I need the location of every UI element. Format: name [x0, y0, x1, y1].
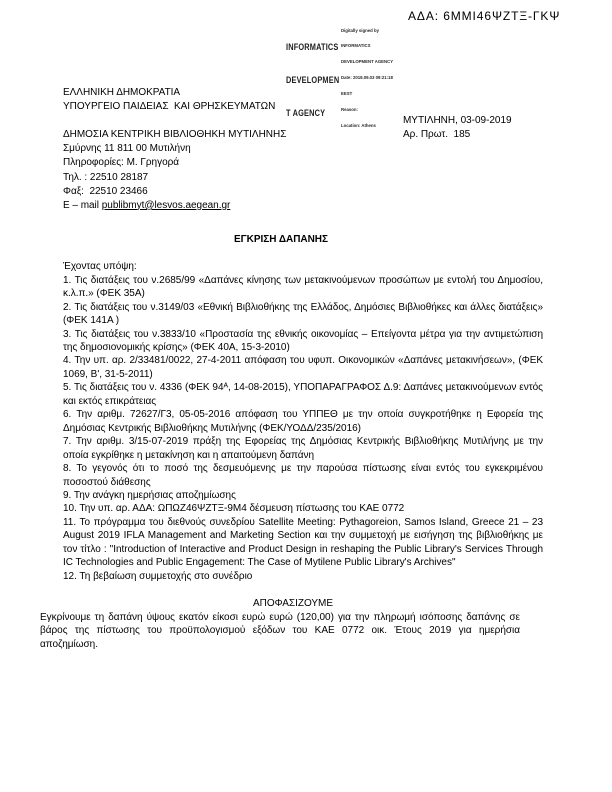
stamp-detail-line: Reason:: [341, 107, 358, 113]
considering-label: Έχοντας υπόψη:: [63, 261, 137, 273]
protocol-number: Αρ. Πρωτ. 185: [403, 129, 471, 141]
stamp-agency-line: INFORMATICS: [286, 42, 339, 52]
list-item: 9. Την ανάγκη ημερήσιας αποζημίωσης: [63, 490, 236, 501]
list-item: 10. Την υπ. αρ. ΑΔΑ: ΩΠΩΖ46ΨΖΤΞ-9Μ4 δέσμευση πίστωσης του ΚΑΕ 0772: [63, 503, 405, 515]
list-item: 4. Την υπ. αρ. 2/33481/0022, 27-4-2011 απόφαση του υφυπ. Οικονομικών «Δαπάνες μετακινήσεων», (ΦΕΚ 1069, Β', 31-5-2011): [63, 355, 543, 380]
republic-title: ΕΛΛΗΝΙΚΗ ΔΗΜΟΚΡΑΤΙΑ: [63, 87, 181, 98]
library-name: ΔΗΜΟΣΙΑ ΚΕΝΤΡΙΚΗ ΒΙΒΛΙΟΘΗΚΗ ΜΥΤΙΛΗΝΗΣ: [63, 129, 287, 141]
stamp-detail-line: Date: 2019.09.03 09:21:18: [341, 75, 393, 81]
stamp-detail-line: Location: Athens: [341, 122, 376, 128]
letterhead: [63, 86, 543, 213]
stamp-detail-line: INFORMATICS: [341, 43, 371, 49]
list-item: 5. Τις διατάξεις του ν. 4336 (ΦΕΚ 94ᴬ, 14-08-2015), ΥΠΟΠΑΡΑΓΡΑΦΟΣ Δ.9: Δαπάνες μετακινούμενων εντός και εκτός επικράτειας: [63, 382, 543, 407]
phone-line: Τηλ. : 22510 28187: [63, 171, 149, 183]
ministry-title: ΥΠΟΥΡΓΕΙΟ ΠΑΙΔΕΙΑΣ ΚΑΙ ΘΡΗΣΚΕΥΜΑΤΩΝ: [63, 101, 276, 113]
date-protocol-block: [403, 114, 512, 143]
stamp-detail-line: Digitally signed by: [341, 27, 379, 33]
contact-person-line: Πληροφορίες: Μ. Γρηγορά: [63, 157, 180, 169]
email-line: [63, 199, 543, 213]
decision-text: Εγκρίνουμε τη δαπάνη ύψους εκατόν είκοσι ευρώ ευρώ (120,00) για την πληρωμή ισόποσης δαπάνης σε βάρος της πίστωσης του προϋπολογισμού εξόδων του ΚΑΕ 0772 οικ. Έτους 2019 για ημερήσια αποζημίωση.: [40, 611, 520, 650]
list-item: 3. Τις διατάξεις του ν.3833/10 «Προστασία της εθνικής οικονομίας – Επείγοντα μέτρα για την αντιμετώπιση της δημοσιονομικής κρίσης» (ΦΕΚ 40Α, 15-3-2010): [63, 328, 543, 354]
email-link[interactable]: publibmyt@lesvos.aegean.gr: [101, 199, 231, 211]
list-item: 12. Τη βεβαίωση συμμετοχής στο συνέδριο: [63, 570, 253, 582]
ada-code: ΑΔΑ: 6ΜΜΙ46ΨΖΤΞ-ΓΚΨ: [408, 9, 561, 23]
subject-heading: ΕΓΚΡΙΣΗ ΔΑΠΑΝΗΣ: [234, 233, 328, 245]
city-date: ΜΥΤΙΛΗΝΗ, 03-09-2019: [403, 115, 512, 126]
list-item: 11. Το πρόγραμμα του διεθνούς συνεδρίου Satellite Meeting: Pythagoreion, Samos Island, Greece 21 – 23 August 2019 IFLA Management and Marketing Section και την συμμετοχή με εισήγηση της βιβλιοθήκης με τον τίτλο : "Introduction of Interactive and Product Design in reshaping the Public Library's Services Through IC Technologies and Public Engagement: The Case of Mytilene Public Library's Archives": [63, 516, 543, 569]
document-body: [40, 86, 543, 651]
email-label: E – mail: [63, 199, 102, 211]
stamp-detail-line: EEST: [341, 91, 353, 97]
stamp-agency-line: T AGENCY: [286, 108, 326, 118]
list-item: 6. Την αριθμ. 72627/Γ3, 05-05-2016 απόφαση του ΥΠΠΕΘ με την οποία συγκροτήθηκε η Εφορεία της Δημόσιας Κεντρικής Βιβλιοθήκης Μυτιλήνης (ΦΕΚ/ΥΟΔΔ/235/2016): [63, 409, 543, 434]
list-item: 2. Τις διατάξεις του ν.3149/03 «Εθνική Βιβλιοθήκης της Ελλάδος, Δημόσιες Βιβλιοθήκες και άλλες διατάξεις» (ΦΕΚ 141Α ): [63, 301, 543, 327]
fax-line: Φαξ: 22510 23466: [63, 185, 148, 197]
address-line: Σμύρνης 11 811 00 Μυτιλήνη: [63, 143, 191, 155]
decision-heading: ΑΠΟΦΑΣΙΖΟΥΜΕ: [253, 598, 333, 610]
stamp-detail-line: DEVELOPMENT AGENCY: [341, 59, 394, 65]
stamp-agency-line: DEVELOPMEN: [286, 75, 340, 85]
list-item: 7. Την αριθμ. 3/15-07-2019 πράξη της Εφορείας της Δημόσιας Κεντρικής Βιβλιοθήκης Μυτιλήνης με την οποία εγκρίθηκε η μετακίνηση και η απαιτούμενη δαπάνη: [63, 436, 543, 461]
list-item: 1. Τις διατάξεις του ν.2685/99 «Δαπάνες κίνησης των μετακινούμενων προσώπων με εντολή του Δημοσίου, κ.λ.π.» (ΦΕΚ 35Α): [63, 274, 543, 300]
list-item: 8. Το γεγονός ότι το ποσό της δεσμευόμενης με την παρούσα πίστωσης είναι εντός του εγκεκριμένου ποσοστού διάθεσης: [63, 463, 543, 488]
